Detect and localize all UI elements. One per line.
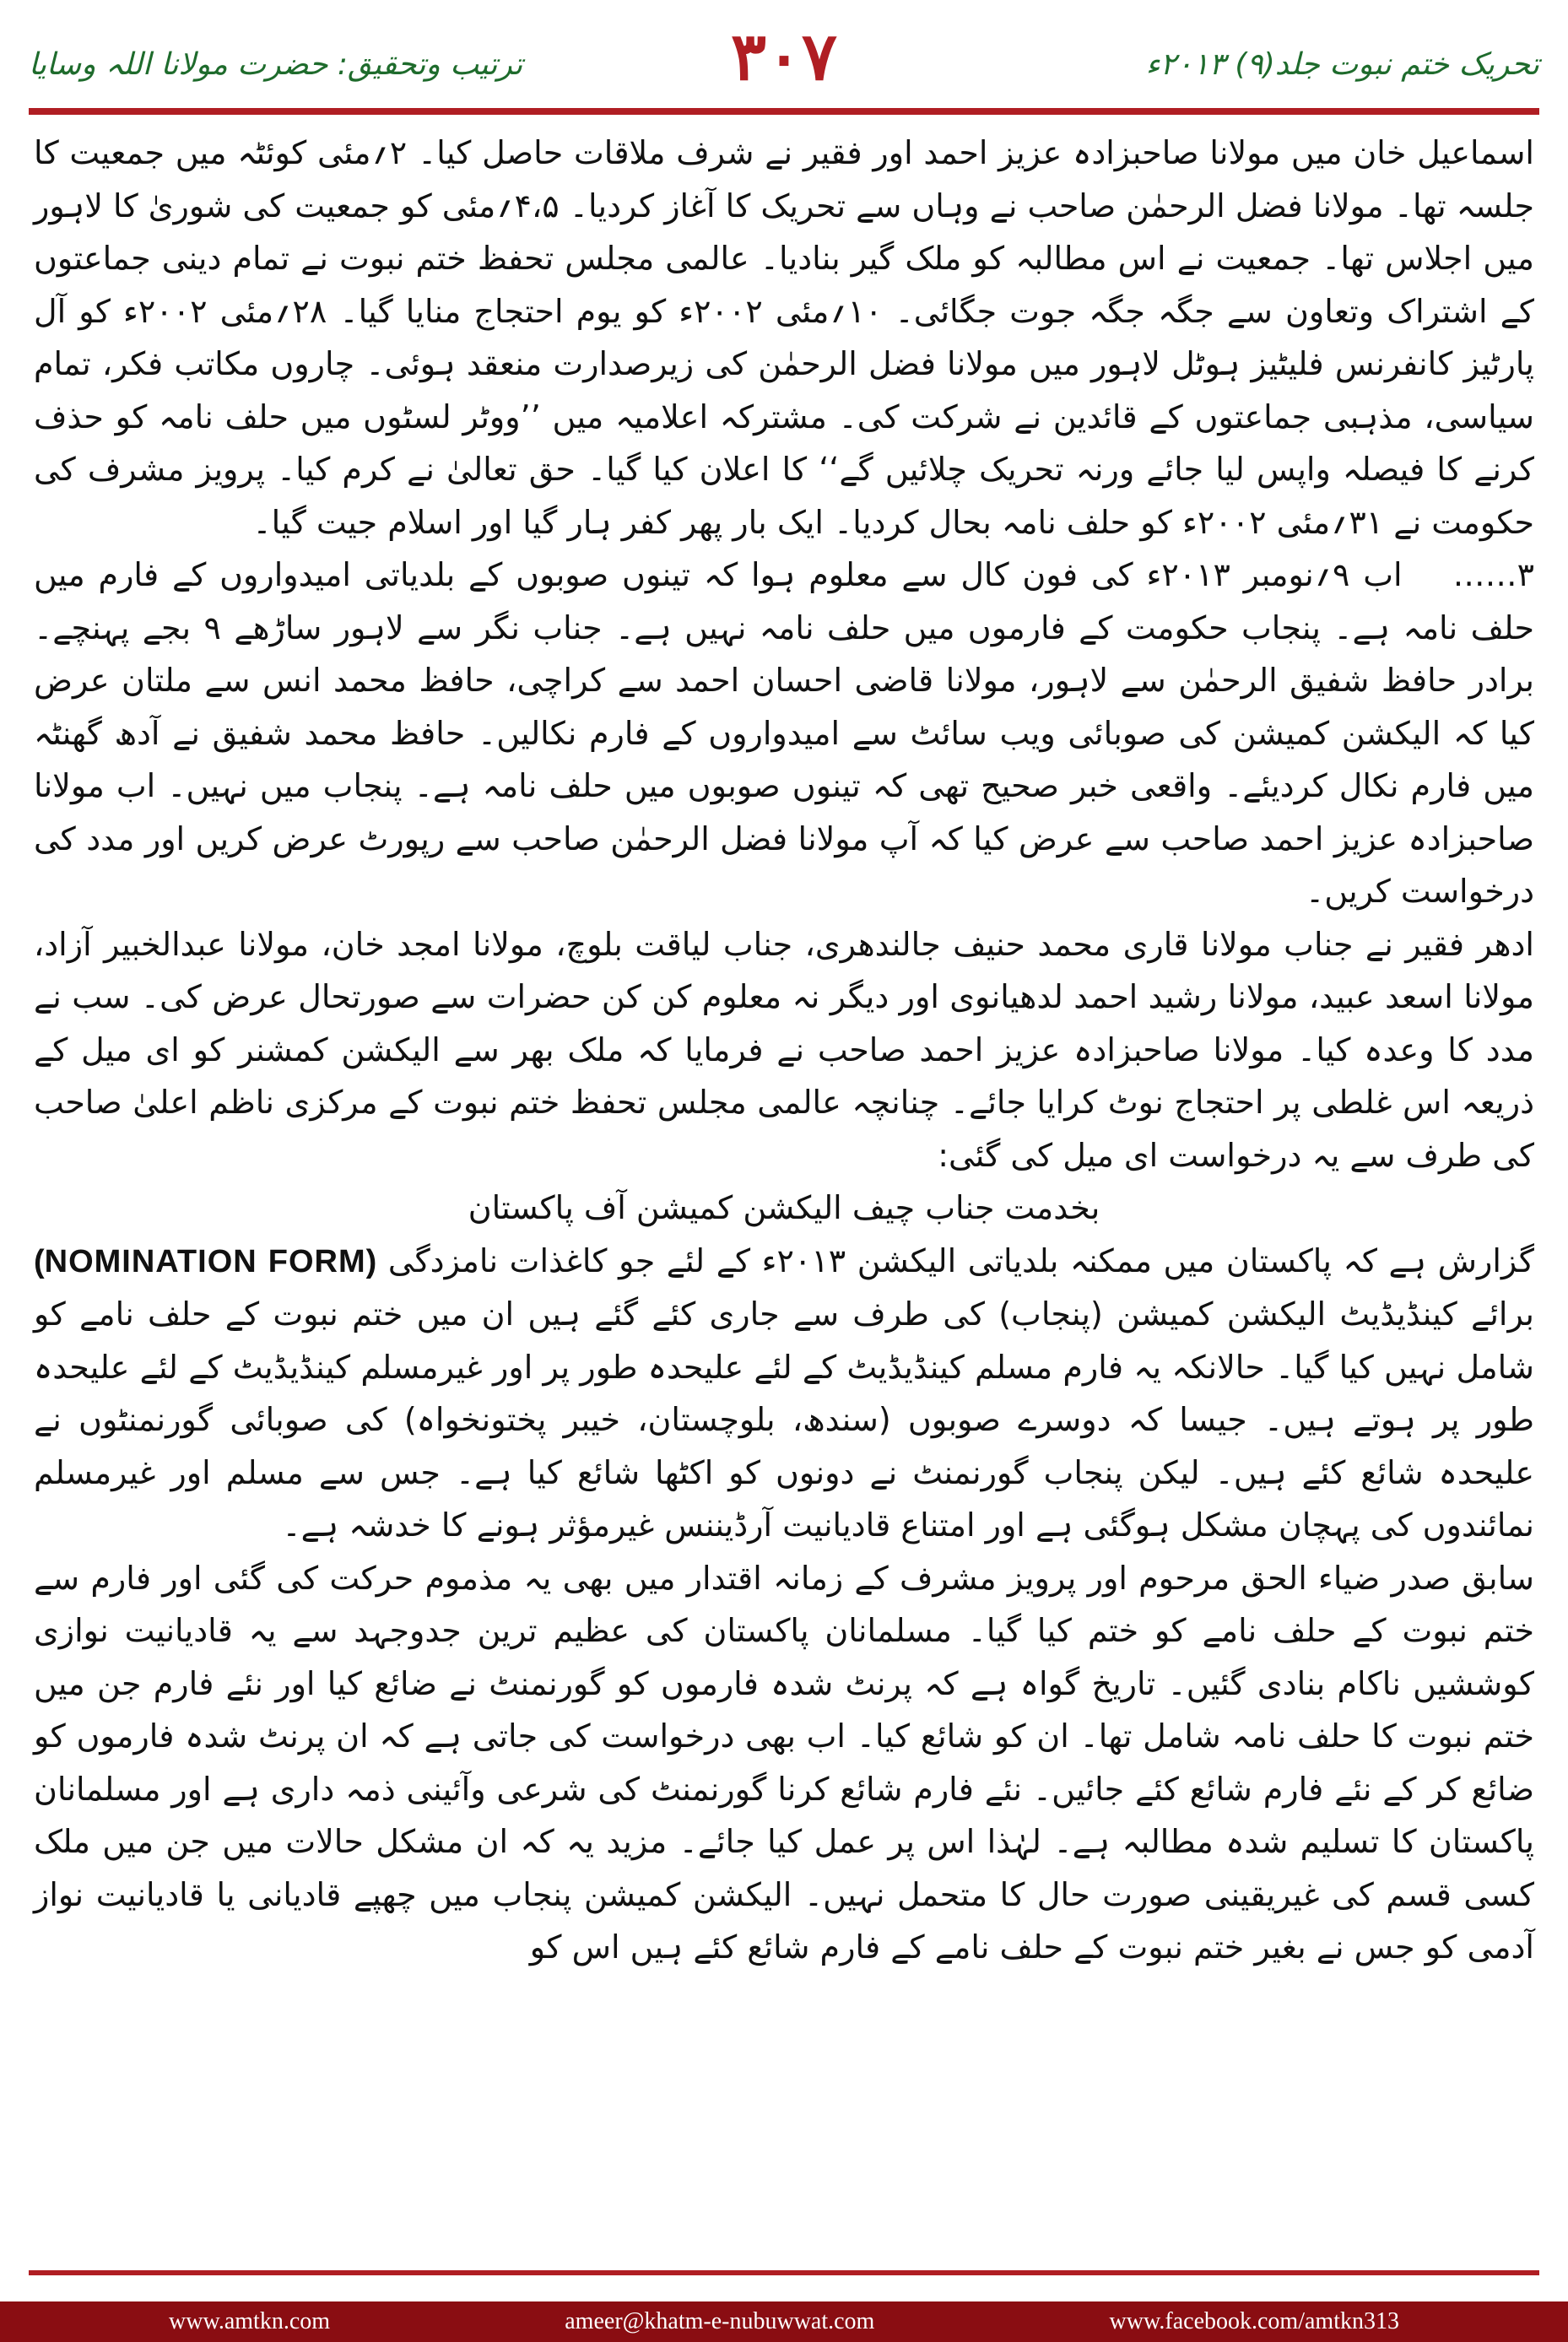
website-link[interactable]: www.amtkn.com [169, 2308, 331, 2334]
facebook-link[interactable]: www.facebook.com/amtkn313 [1109, 2308, 1399, 2334]
footer-divider [29, 2270, 1539, 2275]
paragraph-text: گزارش ہے کہ پاکستان میں ممکنہ بلدیاتی الیکشن ۲۰۱۳ء کے لئے جو کاغذات نامزدگی [387, 1241, 1534, 1279]
nomination-form-label: (NOMINATION FORM) [34, 1243, 377, 1279]
book-title: تحریک ختم نبوت جلد(۹) ۲۰۱۳ء [1145, 47, 1539, 82]
email-link[interactable]: ameer@khatm-e-nubuwwat.com [565, 2308, 875, 2334]
compiler-credit: ترتیب وتحقیق: حضرت مولانا اللہ وسایا [29, 47, 523, 82]
paragraph: اسماعیل خان میں مولانا صاحبزادہ عزیز احمد اور فقیر نے شرف ملاقات حاصل کیا۔ ۲؍مئی کوئٹہ میں جمعیت کا جلسہ تھا۔ مولانا فضل الرحمٰن صاحب نے وہاں سے تحریک کا آغاز کردیا۔ ۴،۵؍مئی کو جمعیت کی شوریٰ کا لاہور میں اجلاس تھا۔ جمعیت نے اس مطالبہ کو ملک گیر بنادیا۔ عالمی مجلس تحفظ ختم نبوت نے تمام دینی جماعتوں کے اشتراک وتعاون سے جگہ جگہ جوت جگائی۔ ۱۰؍مئی ۲۰۰۲ء کو یوم احتجاج منایا گیا۔ ۲۸؍مئی ۲۰۰۲ء کو آل پارٹیز کانفرنس فلیٹیز ہوٹل لاہور میں مولانا فضل الرحمٰن کی زیرصدارت منعقد ہوئی۔ چاروں مکاتب فکر، تمام سیاسی، مذہبی جماعتوں کے قائدین نے شرکت کی۔ مشترکہ اعلامیہ میں ’’ووٹر لسٹوں میں حلف نامہ کو حذف کرنے کا فیصلہ واپس لیا جائے ورنہ تحریک چلائیں گے‘‘ کا اعلان کیا گیا۔ حق تعالیٰ نے کرم کیا۔ پرویز مشرف کی حکومت نے ۳۱؍مئی ۲۰۰۲ء کو حلف نامہ بحال کردیا۔ ایک بار پھر کفر ہار گیا اور اسلام جیت گیا۔ [34, 134, 1534, 541]
item-number: ۳…… [1452, 556, 1534, 593]
paragraph: ادھر فقیر نے جناب مولانا قاری محمد حنیف جالندھری، جناب لیاقت بلوچ، مولانا امجد خان، مولانا عبدالخبیر آزاد، مولانا اسعد عبید، مولانا رشید احمد لدھیانوی اور دیگر نہ معلوم کن کن حضرات سے صورتحال عرض کی۔ سب نے مدد کا وعدہ کیا۔ مولانا صاحبزادہ عزیز احمد صاحب نے فرمایا کہ ملک بھر سے الیکشن کمشنر کو ای میل کے ذریعہ اس غلطی پر احتجاج نوٹ کرایا جائے۔ چنانچہ عالمی مجلس تحفظ ختم نبوت کے مرکزی ناظم اعلیٰ صاحب کی طرف سے یہ درخواست ای میل کی گئی: [34, 925, 1534, 1174]
paragraph: سابق صدر ضیاء الحق مرحوم اور پرویز مشرف کے زمانہ اقتدار میں بھی یہ مذموم حرکت کی گئی اور فارم سے ختم نبوت کے حلف نامے کو ختم کیا گیا۔ مسلمانان پاکستان کی عظیم ترین جدوجہد سے یہ قادیانیت نوازی کوششیں ناکام بنادی گئیں۔ تاریخ گواہ ہے کہ پرنٹ شدہ فارموں کو گورنمنٹ نے ضائع کیا اور نئے فارم جن میں ختم نبوت کا حلف نامہ شامل تھا۔ ان کو شائع کیا۔ اب بھی درخواست کی جاتی ہے کہ ان پرنٹ شدہ فارموں کو ضائع کر کے نئے فارم شائع کئے جائیں۔ نئے فارم شائع کرنا گورنمنٹ کی شرعی وآئینی ذمہ داری ہے اور مسلمانان پاکستان کا تسلیم شدہ مطالبہ ہے۔ لہٰذا اس پر عمل کیا جائے۔ مزید یہ کہ ان مشکل حالات میں جن میں ملک کسی قسم کی غیریقینی صورت حال کا متحمل نہیں۔ الیکشن کمیشن پنجاب میں چھپے قادیانی یا قادیانیت نواز آدمی کو جس نے بغیر ختم نبوت کے حلف نامے کے فارم شائع کئے ہیں اس کو [34, 1559, 1534, 1966]
page-body [34, 127, 1534, 2241]
letter-addressee: بخدمت جناب چیف الیکشن کمیشن آف پاکستان [468, 1189, 1100, 1226]
page-footer [0, 2301, 1568, 2342]
page-number: ۳۰۷ [731, 19, 837, 95]
paragraph-text: اب ۹؍نومبر ۲۰۱۳ء کی فون کال سے معلوم ہوا کہ تینوں صوبوں کے بلدیاتی امیدواروں کے فارم میں حلف نامہ ہے۔ پنجاب حکومت کے فارموں میں حلف نامہ نہیں ہے۔ جناب نگر سے لاہور ساڑھے ۹ بجے پہنچے۔ برادر حافظ شفیق الرحمٰن سے لاہور، مولانا قاضی احسان احمد سے کراچی، حافظ محمد انس سے ملتان عرض کیا کہ الیکشن کمیشن کی صوبائی ویب سائٹ سے امیدواروں کے فارم نکالیں۔ حافظ محمد شفیق نے آدھ گھنٹہ میں فارم نکال کردیئے۔ واقعی خبر صحیح تھی کہ تینوں صوبوں میں حلف نامہ ہے۔ پنجاب میں نہیں۔ اب مولانا صاحبزادہ عزیز احمد صاحب سے عرض کیا کہ آپ مولانا فضل الرحمٰن صاحب سے رپورٹ عرض کریں اور مدد کی درخواست کریں۔ [34, 556, 1534, 910]
page-header [29, 15, 1539, 108]
paragraph-text: برائے کینڈیڈیٹ الیکشن کمیشن (پنجاب) کی طرف سے جاری کئے گئے ہیں ان میں ختم نبوت کے حلف نامے کو شامل نہیں کیا گیا۔ حالانکہ یہ فارم مسلم کینڈیڈیٹ کے لئے علیحدہ طور پر اور غیرمسلم کینڈیڈیٹ کے لئے علیحدہ طور پر ہوتے ہیں۔ جیسا کہ دوسرے صوبوں (سندھ، بلوچستان، خیبر پختونخواہ) کی صوبائی گورنمنٹوں نے علیحدہ شائع کئے ہیں۔ لیکن پنجاب گورنمنٹ نے دونوں کو اکٹھا شائع کیا ہے۔ جس سے مسلم اور غیرمسلم نمائندوں کی پہچان مشکل ہوگئی ہے اور امتناع قادیانیت آرڈیننس غیرمؤثر ہونے کا خدشہ ہے۔ [34, 1295, 1534, 1544]
header-divider [29, 108, 1539, 115]
paragraph [34, 549, 1534, 918]
paragraph [34, 1235, 1534, 1552]
